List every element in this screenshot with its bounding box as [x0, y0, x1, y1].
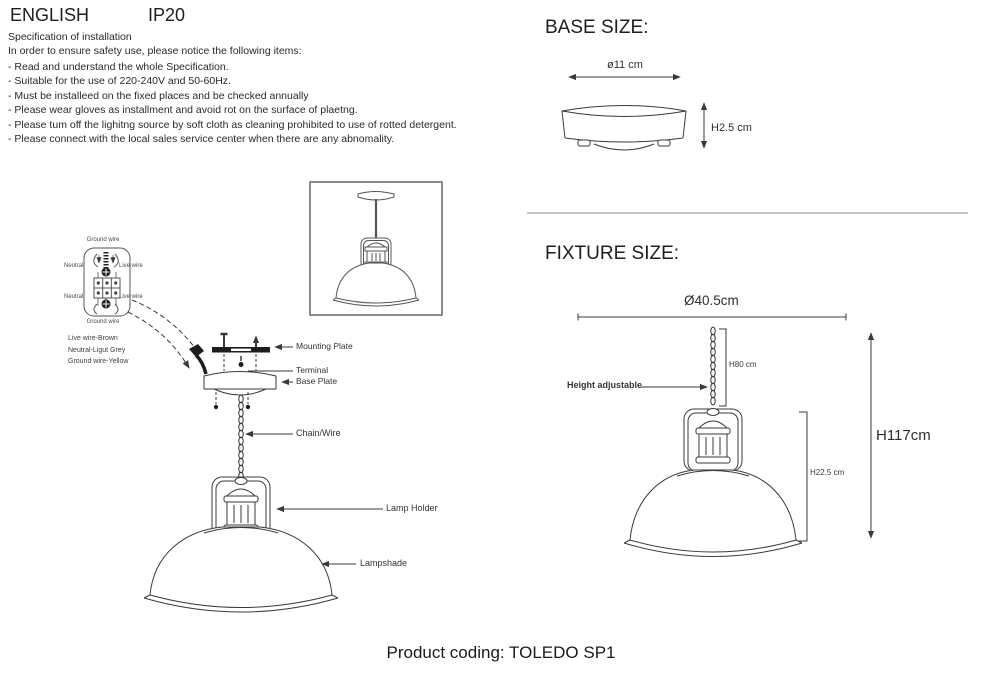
spec-item: - Please connect with the local sales service center when there are any abnomality. — [8, 133, 395, 146]
ip-rating-label: IP20 — [148, 5, 186, 25]
language-label: ENGLISH — [10, 5, 90, 25]
mounting-plate-label: Mounting Plate — [296, 341, 353, 351]
wire-code-live: Live wire-Brown — [68, 335, 118, 342]
neutral-lower-label: Neutral — [64, 294, 84, 300]
chain-height-bracket — [719, 329, 726, 406]
fixture-diameter-value: Ø40.5cm — [684, 293, 739, 308]
neutral-upper-label: Neutral — [64, 263, 84, 269]
lampshade-drawing — [144, 527, 338, 612]
fixture-lamp-drawing — [624, 409, 802, 557]
lampshade-label: Lampshade — [360, 558, 408, 568]
spec-title: Specification of installation — [8, 31, 132, 43]
spec-item: - Must be installeed on the fixed places and be checked annually — [8, 89, 309, 102]
spec-item: - Suitable for the use of 220-240V and 50-60Hz. — [8, 75, 231, 88]
chain-height-value: H80 cm — [729, 360, 757, 369]
fixture-chain-drawing — [711, 327, 715, 405]
inset-lamp-drawing — [310, 182, 442, 315]
shade-height-bracket — [799, 412, 807, 541]
spec-item: - Please tum off the lighitng source by soft cloth as cleaning prohibited to use of rotted detergent. — [8, 118, 457, 131]
spec-item: - Read and understand the whole Specification. — [8, 61, 229, 73]
live-wire-upper-label: Live wire — [119, 263, 143, 269]
wire-code-neutral: Neutral-Ligut Grey — [68, 346, 126, 354]
terminal-label: Terminal — [296, 365, 329, 375]
base-plate-label: Base Plate — [296, 376, 338, 386]
fixture-size-title: FIXTURE SIZE: — [545, 243, 680, 264]
spec-item: - Please wear gloves as installment and avoid rot on the surface of plaetng. — [8, 104, 358, 117]
base-diameter-value: ø11 cm — [607, 59, 643, 71]
wire-connector — [189, 344, 206, 374]
wiring-to-base-arrows — [128, 300, 198, 368]
spec-item-list — [8, 60, 457, 146]
shade-height-value: H22.5 cm — [810, 468, 845, 477]
lamp-holder-label: Lamp Holder — [386, 503, 438, 513]
spec-intro: In order to ensure safety use, please notice the following items: — [8, 45, 302, 57]
live-wire-lower-label: Live wire — [119, 294, 143, 300]
chain-drawing — [239, 395, 243, 480]
wiring-diagram — [84, 248, 130, 316]
base-height-value: H2.5 cm — [711, 122, 752, 134]
ground-wire-bottom-label: Ground wire — [86, 319, 120, 325]
mounting-assembly-drawing — [204, 334, 276, 409]
wire-color-codes — [68, 333, 128, 368]
base-plate-drawing — [562, 106, 686, 151]
chain-wire-label: Chain/Wire — [296, 428, 341, 438]
base-size-title: BASE SIZE: — [545, 17, 649, 38]
product-coding: Product coding: TOLEDO SP1 — [386, 643, 616, 662]
total-height-value: H117cm — [876, 427, 931, 444]
fixture-diameter-dimension — [578, 314, 846, 321]
wire-code-ground: Ground wire-Yellow — [68, 358, 129, 365]
ground-wire-top-label: Ground wire — [86, 237, 120, 243]
height-adjustable-label: Height adjustable — [567, 380, 643, 390]
